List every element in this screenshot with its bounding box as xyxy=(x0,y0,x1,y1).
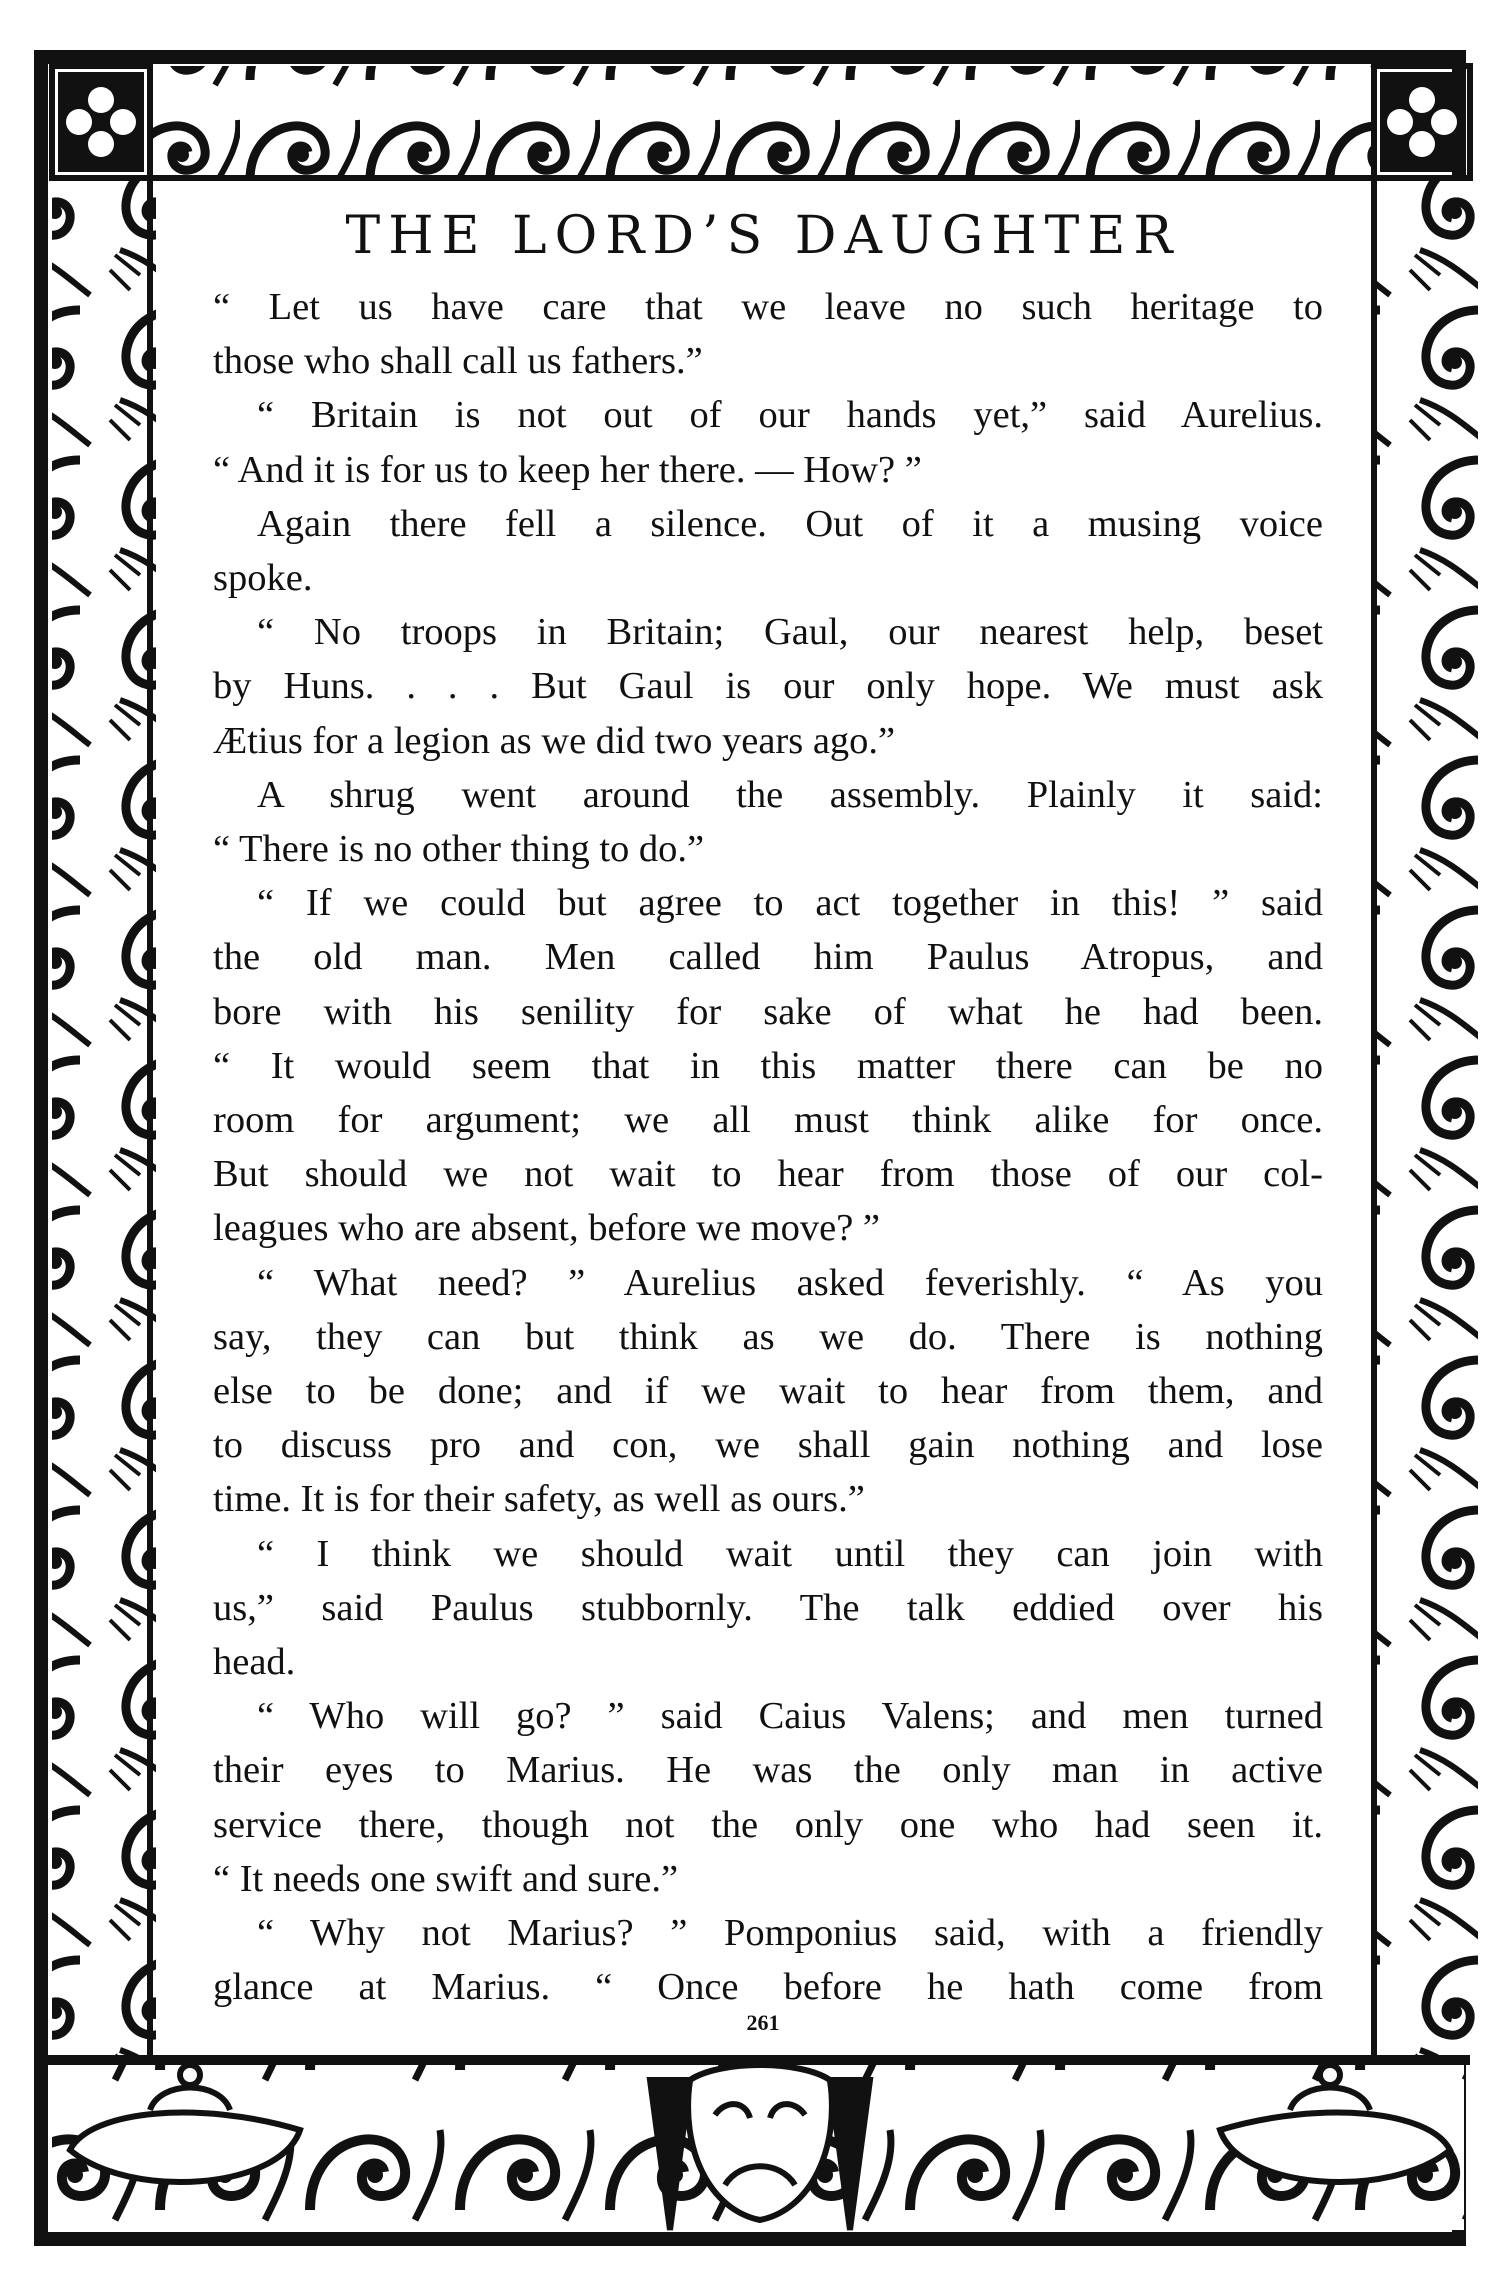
text-line: “ There is no other thing to do.” xyxy=(213,828,705,871)
text-line: time. It is for their safety, as well as ours.” xyxy=(213,1478,865,1521)
text-line: “ If we could but agree to act together in this! ” said xyxy=(257,882,1323,925)
text-line: A shrug went around the assembly. Plainly it said: xyxy=(257,773,1323,816)
text-line: “ Who will go? ” said Caius Valens; and men turned xyxy=(257,1695,1323,1738)
text-line: Ætius for a legion as we did two years ago.” xyxy=(213,719,896,762)
text-line: those who shall call us fathers.” xyxy=(213,340,703,383)
text-line: glance at Marius. “ Once before he hath come from xyxy=(213,1966,1323,2009)
page-number: 261 xyxy=(746,2010,780,2035)
text-line: the old man. Men called him Paulus Atropus, and xyxy=(213,936,1323,979)
body-text xyxy=(213,280,1323,2015)
text-line: head. xyxy=(213,1641,296,1684)
text-line: “ I think we should wait until they can join with xyxy=(257,1532,1323,1575)
text-line: else to be done; and if we wait to hear from them, and xyxy=(213,1370,1323,1413)
text-line: “ Britain is not out of our hands yet,” said Aurelius. xyxy=(257,394,1323,437)
text-line: their eyes to Marius. He was the only man in active xyxy=(213,1749,1323,1792)
text-line: spoke. xyxy=(213,557,313,600)
text-line: leagues who are absent, before we move? ” xyxy=(213,1207,881,1250)
running-title: THE LORD’S DAUGHTER xyxy=(345,206,1181,266)
text-line: bore with his senility for sake of what he had been. xyxy=(213,990,1323,1033)
corner-flower-icon-left xyxy=(58,72,144,172)
text-line: “ Let us have care that we leave no such heritage to xyxy=(213,286,1323,328)
text-line: “ No troops in Britain; Gaul, our nearest help, beset xyxy=(257,611,1323,654)
text-line: “ It would seem that in this matter there can be no xyxy=(213,1044,1323,1087)
top-scroll-band xyxy=(150,66,1374,178)
text-line: “ And it is for us to keep her there. — How? ” xyxy=(213,448,922,491)
text-line: room for argument; we all must think alike for once. xyxy=(213,1099,1323,1142)
text-line: But should we not wait to hear from those of our col- xyxy=(213,1153,1323,1196)
text-line: “ Why not Marius? ” Pomponius said, with a friendly xyxy=(257,1912,1323,1955)
text-panel xyxy=(168,200,1358,2055)
text-line: service there, though not the only one who had seen it. xyxy=(213,1803,1323,1846)
text-line: us,” said Paulus stubbornly. The talk eddied over his xyxy=(213,1586,1323,1629)
corner-flower-icon-right xyxy=(1380,72,1464,172)
text-line: “ It needs one swift and sure.” xyxy=(213,1857,679,1900)
text-line: by Huns. . . . But Gaul is our only hope. We must ask xyxy=(213,665,1323,708)
text-line: to discuss pro and con, we shall gain nothing and lose xyxy=(213,1424,1323,1467)
left-scroll-band xyxy=(52,178,156,2058)
text-line: Again there fell a silence. Out of it a musing voice xyxy=(257,502,1323,545)
text-line: say, they can but think as we do. There is nothing xyxy=(213,1315,1323,1358)
text-line: “ What need? ” Aurelius asked feverishly. “ As you xyxy=(257,1261,1323,1304)
right-scroll-band xyxy=(1374,178,1478,2058)
